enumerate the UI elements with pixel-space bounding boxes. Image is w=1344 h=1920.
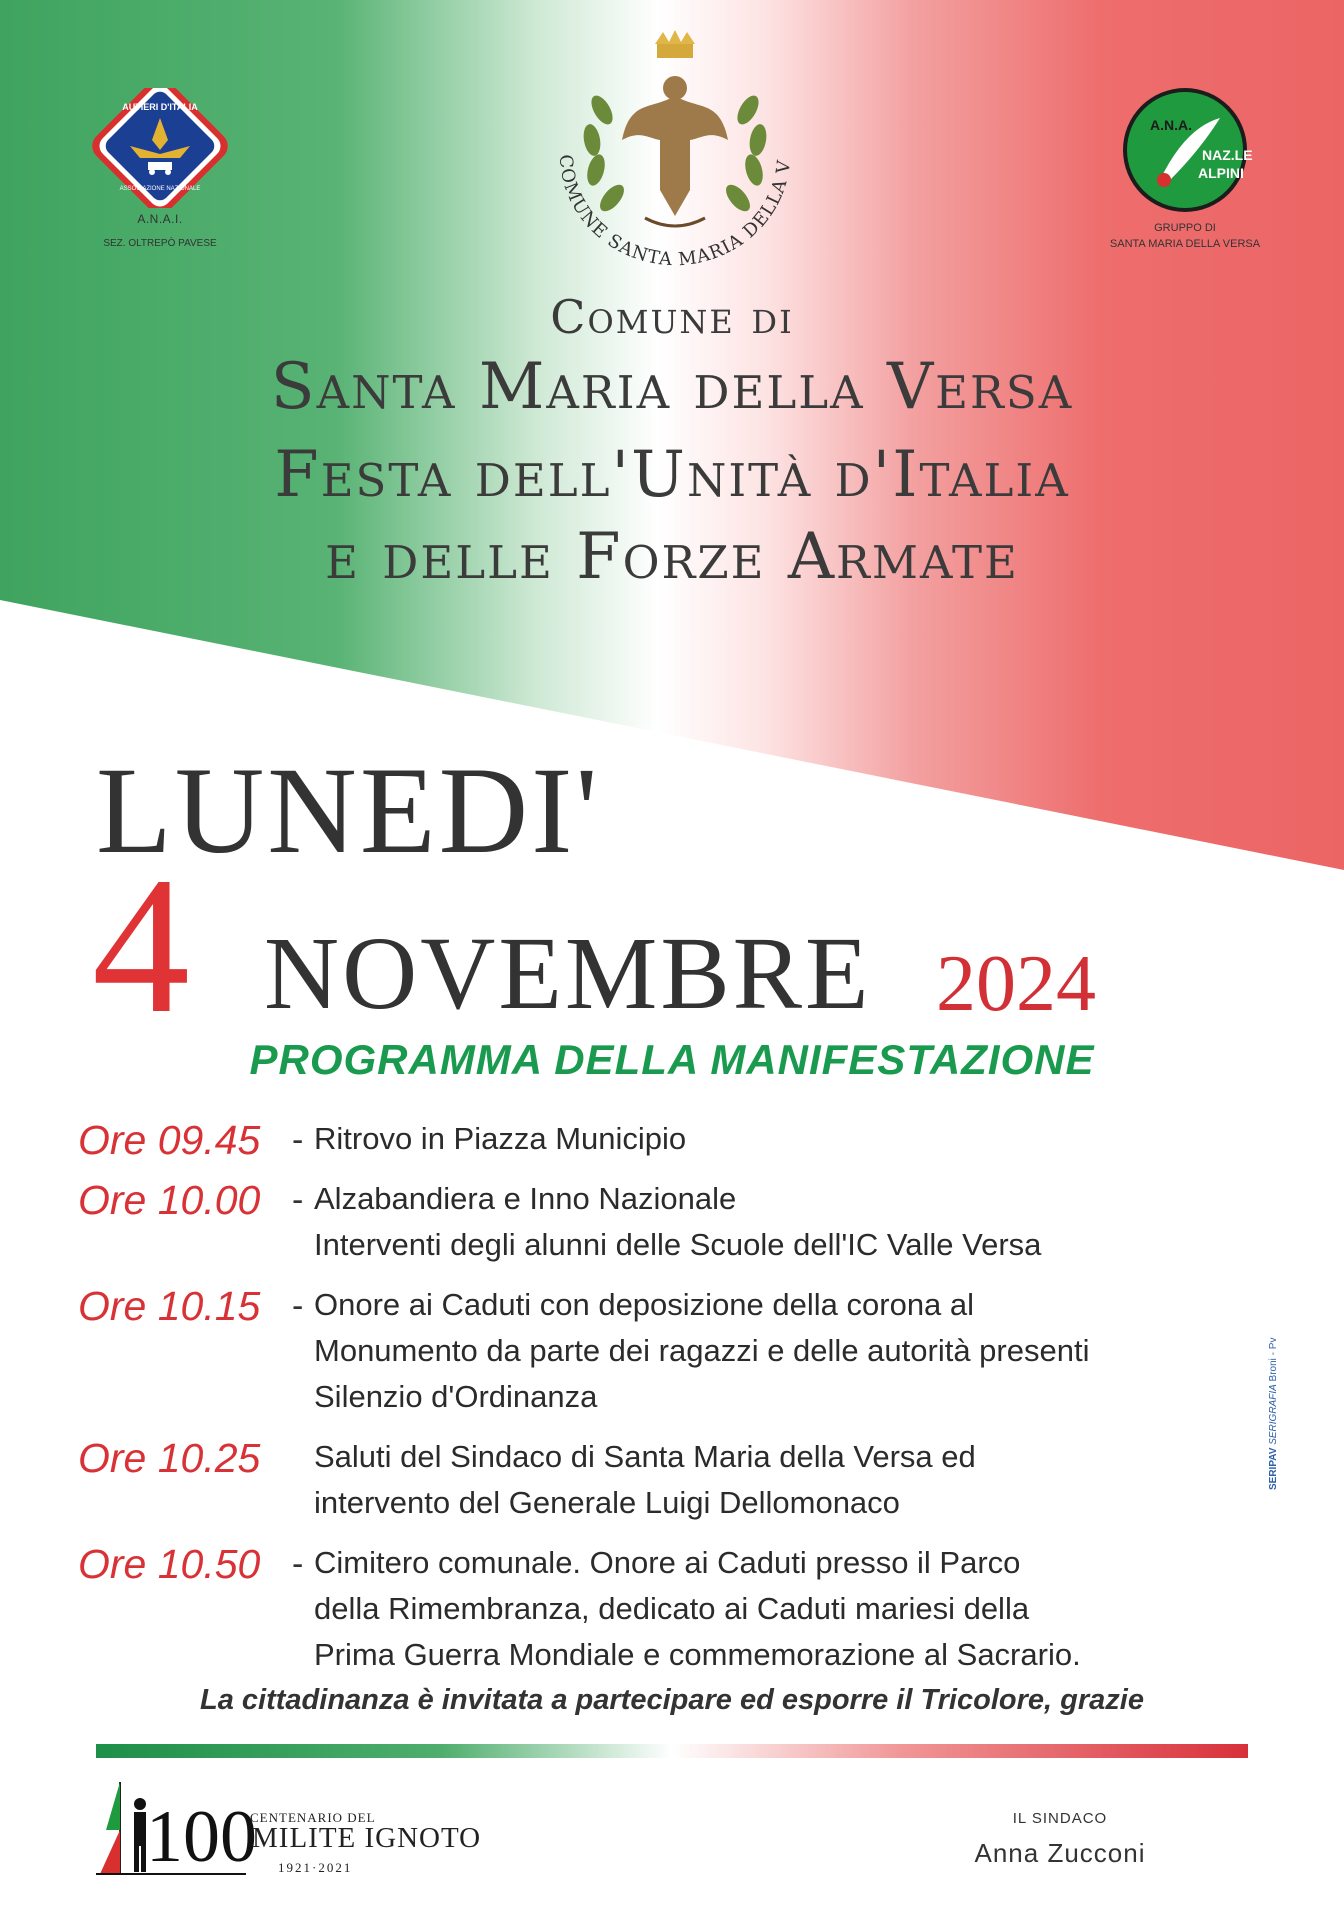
centenario-line2: MILITE IGNOTO <box>252 1822 482 1854</box>
svg-text:ALPINI: ALPINI <box>1198 165 1244 181</box>
centenario-line3: 1921·2021 <box>278 1860 353 1875</box>
schedule-dash: - <box>292 1121 304 1159</box>
date-year: 2024 <box>936 940 1096 1028</box>
anai-caption-sub: SEZ. OLTREPÒ PAVESE <box>103 238 217 249</box>
schedule-time: Ore 09.45 <box>78 1117 261 1163</box>
schedule-item <box>78 1282 1298 1420</box>
schedule-line: Silenzio d'Ordinanza <box>314 1379 598 1414</box>
day-name: LUNEDI' <box>96 742 601 879</box>
schedule-item <box>78 1434 1298 1526</box>
printer-sub: SERIGRAFIA <box>1268 1384 1279 1445</box>
sindaco-label: IL SINDACO <box>1012 1810 1108 1827</box>
anai-caption-title: A.N.A.I. <box>137 212 183 226</box>
svg-text:AUTIERI D'ITALIA: AUTIERI D'ITALIA <box>122 102 198 112</box>
schedule-line: Cimitero comunale. Onore ai Caduti presso il Parco <box>314 1545 1021 1580</box>
printer-place: Broni - Pv <box>1268 1337 1279 1382</box>
schedule-line: della Rimembranza, dedicato ai Caduti mariesi della <box>314 1591 1030 1626</box>
date-month: NOVEMBRE <box>264 916 872 1031</box>
schedule-time: Ore 10.25 <box>78 1435 261 1481</box>
printer-mark <box>1268 1338 1279 1490</box>
schedule-dash: - <box>292 1181 304 1219</box>
invite-line: La cittadinanza è invitata a partecipare ed esporre il Tricolore, grazie <box>200 1684 1144 1716</box>
centenario-line1: CENTENARIO DEL <box>250 1810 376 1825</box>
svg-text:A.N.A.: A.N.A. <box>1150 117 1192 133</box>
schedule-line: Ritrovo in Piazza Municipio <box>314 1121 687 1156</box>
schedule-line: Alzabandiera e Inno Nazionale <box>314 1181 737 1216</box>
schedule-description <box>314 1116 1298 1162</box>
schedule-description <box>314 1282 1298 1420</box>
flag-icon <box>100 1782 120 1874</box>
date-day: 4 <box>92 837 190 1054</box>
tricolore-divider <box>96 1744 1248 1758</box>
sindaco-name: Anna Zucconi <box>974 1838 1146 1868</box>
alpini-caption-line1: GRUPPO DI <box>1154 222 1216 234</box>
comune-di-heading: Comune di <box>550 290 794 344</box>
schedule-time: Ore 10.50 <box>78 1541 261 1587</box>
anai-logo <box>80 88 240 213</box>
festa-title-line1: Festa dell'Unità d'Italia <box>274 438 1070 512</box>
svg-text:NAZ.LE: NAZ.LE <box>1202 147 1253 163</box>
schedule-list <box>78 1116 1298 1692</box>
alpini-caption-line2: SANTA MARIA DELLA VERSA <box>1109 238 1261 250</box>
schedule-description <box>314 1176 1298 1268</box>
schedule-dash: - <box>292 1545 304 1583</box>
schedule-item <box>78 1540 1298 1678</box>
eagle-icon <box>622 76 728 216</box>
schedule-line: Prima Guerra Mondiale e commemorazione al Sacrario. <box>314 1637 1081 1672</box>
programma-title: PROGRAMMA DELLA MANIFESTAZIONE <box>249 1036 1095 1083</box>
crown-icon <box>655 30 695 58</box>
festa-title-line2: e delle Forze Armate <box>325 520 1019 594</box>
schedule-time: Ore 10.15 <box>78 1283 261 1329</box>
schedule-item <box>78 1176 1298 1268</box>
alpini-logo <box>1090 88 1280 223</box>
schedule-line: intervento del Generale Luigi Dellomonaco <box>314 1485 900 1520</box>
schedule-line: Monumento da parte dei ragazzi e delle autorità presenti <box>314 1333 1090 1368</box>
schedule-line: Saluti del Sindaco di Santa Maria della Versa ed <box>314 1439 976 1474</box>
centenario-number: 100 <box>146 1796 257 1878</box>
svg-text:ASSOCIAZIONE NAZIONALE: ASSOCIAZIONE NAZIONALE <box>119 186 201 192</box>
schedule-time: Ore 10.00 <box>78 1177 261 1223</box>
schedule-dash: - <box>292 1287 304 1325</box>
comune-seal <box>530 30 820 280</box>
comune-name-heading: Santa Maria della Versa <box>270 350 1074 424</box>
schedule-description <box>314 1434 1298 1526</box>
soldier-icon <box>134 1798 146 1872</box>
printer-name: SERIPAV <box>1268 1447 1279 1490</box>
schedule-item <box>78 1116 1298 1162</box>
schedule-line: Interventi degli alunni delle Scuole dell'IC Valle Versa <box>314 1227 1042 1262</box>
schedule-line: Onore ai Caduti con deposizione della corona al <box>314 1287 975 1322</box>
svg-text:COMUNE SANTA MARIA DELLA VERSA: COMUNE SANTA MARIA DELLA V <box>554 153 796 271</box>
schedule-description <box>314 1540 1298 1678</box>
